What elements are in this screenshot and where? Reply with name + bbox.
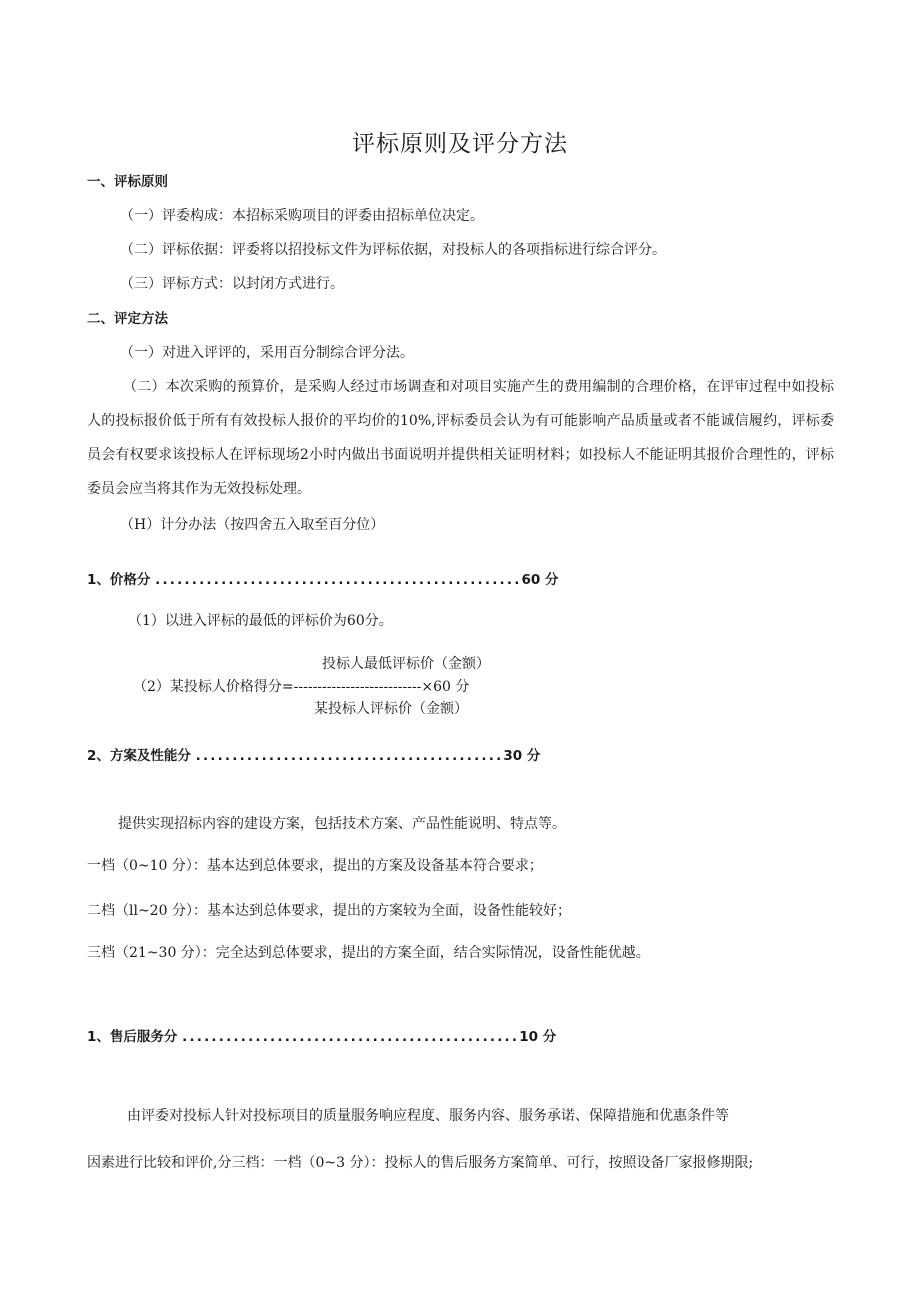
section1-item-3: （三）评标方式：以封闭方式进行。 <box>120 276 344 292</box>
formula-line <box>133 677 469 697</box>
price-score-line <box>87 570 559 590</box>
section1-heading: 一、评标原则 <box>87 174 168 190</box>
service-line-1: 由评委对投标人针对投标项目的质量服务响应程度、服务内容、服务承诺、保障措施和优惠条件等 <box>127 1108 729 1124</box>
price-score-leader: .................................................. <box>155 572 522 588</box>
scheme-score-value: 30 分 <box>503 748 541 764</box>
section2-heading: 二、评定方法 <box>87 311 168 327</box>
service-score-line <box>87 1027 556 1047</box>
section1-item-2: （二）评标依据：评委将以招投标文件为评标依据，对投标人的各项指标进行综合评分。 <box>120 242 666 258</box>
scheme-score-leader: .......................................... <box>195 748 504 764</box>
section2-item-3: （H）计分办法（按四舍五入取至百分位） <box>120 517 385 533</box>
service-score-leader: .............................................. <box>182 1029 520 1045</box>
scheme-intro: 提供实现招标内容的建设方案，包括技术方案、产品性能说明、特点等。 <box>118 816 566 832</box>
scheme-tier-2: 二档（ll~20 分）：基本达到总体要求，提出的方案较为全面，设备性能较好； <box>87 903 571 919</box>
scheme-score-label: 2、方案及性能分 <box>87 748 191 764</box>
price-rule-1: （1）以进入评标的最低的评标价为60分。 <box>128 613 393 629</box>
service-line-2: 因素进行比较和评价,分三档：一档（0~3 分）：投标人的售后服务方案简单、可行，按照设备厂家报修期限; <box>87 1155 754 1171</box>
service-score-value: 10 分 <box>519 1029 557 1045</box>
page-title: 评标原则及评分方法 <box>352 131 568 157</box>
scheme-score-line <box>87 746 540 766</box>
price-score-label: 1、价格分 <box>87 572 151 588</box>
formula-suffix: ×60 分 <box>421 679 470 695</box>
scheme-tier-1: 一档（0~10 分）：基本达到总体要求，提出的方案及设备基本符合要求； <box>87 858 543 874</box>
price-score-value: 60 分 <box>521 572 559 588</box>
formula-denominator: 某投标人评标价（金额） <box>314 701 468 717</box>
formula-numerator: 投标人最低评标价（金额） <box>322 656 490 672</box>
formula-prefix: （2）某投标人价格得分= <box>133 679 294 695</box>
section1-item-1: （一）评委构成：本招标采购项目的评委由招标单位决定。 <box>120 208 484 224</box>
section2-item-2: （二）本次采购的预算价，是采购人经过市场调查和对项目实施产生的费用编制的合理价格，在评审过程中如投标人的投标报价低于所有有效投标人报价的平均价的10%,评标委员会认为有可能影响产品质量或者不能诚信履约，评标委员会有权要求该投标人在评标现场2小时内做出书面说明并提供相关证明材料；如投标人不能证明其报价合理性的，评标委员会应当将其作为无效投标处理。 <box>87 379 834 497</box>
section2-item-1: （一）对进入评评的，采用百分制综合评分法。 <box>120 345 414 361</box>
scheme-tier-3: 三档（21~30 分）：完全达到总体要求，提出的方案全面，结合实际情况，设备性能优越。 <box>87 945 650 961</box>
formula-fraction-bar: --------------------------- <box>293 679 422 695</box>
service-score-label: 1、售后服务分 <box>87 1029 178 1045</box>
